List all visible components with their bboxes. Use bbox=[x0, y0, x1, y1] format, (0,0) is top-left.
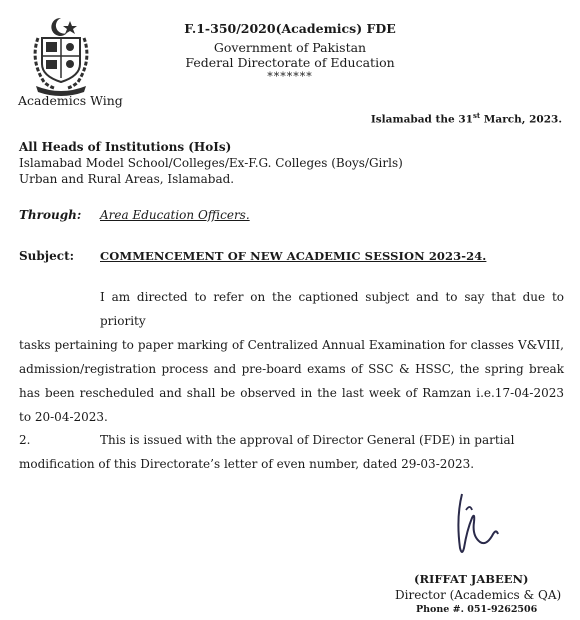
body-paragraph-1 bbox=[19, 285, 564, 429]
date-ordinal-suffix: st bbox=[472, 111, 481, 120]
department-name: Academics Wing bbox=[18, 93, 123, 108]
paragraph-2-text: modification of this Directorate’s letter of even number, dated 29-03-2023. bbox=[19, 457, 475, 471]
signatory-name: (RIFFAT JABEEN) bbox=[414, 572, 529, 586]
signatory-title: Director (Academics & QA) bbox=[395, 588, 562, 602]
directorate-name: Federal Directorate of Education bbox=[185, 55, 395, 70]
through-value: Area Education Officers. bbox=[100, 208, 250, 222]
recipient-title: All Heads of Institutions (HoIs) bbox=[19, 140, 232, 154]
pakistan-state-emblem-icon bbox=[28, 16, 94, 96]
date-prefix: Islamabad the 31 bbox=[370, 113, 473, 126]
recipient-area: Urban and Rural Areas, Islamabad. bbox=[19, 172, 235, 186]
government-name: Government of Pakistan bbox=[213, 40, 367, 55]
through-label: Through: bbox=[19, 208, 82, 222]
date-rest: March, 2023. bbox=[480, 113, 562, 126]
letter-date bbox=[371, 111, 562, 126]
paragraph-2-number: 2. bbox=[19, 433, 31, 447]
paragraph-1-first-line: I am directed to refer on the captioned subject and to say that due to priority bbox=[100, 290, 564, 328]
reference-number: F.1-350/2020(Academics) FDE bbox=[184, 21, 396, 36]
handwritten-signature-icon bbox=[440, 488, 500, 560]
subject-value: COMMENCEMENT OF NEW ACADEMIC SESSION 2023-24. bbox=[100, 249, 487, 263]
subject-label: Subject: bbox=[19, 249, 75, 263]
paragraph-2-first-line: This is issued with the approval of Director General (FDE) in partial bbox=[100, 433, 515, 447]
signatory-phone: Phone #. 051-9262506 bbox=[416, 604, 538, 615]
recipient-institutions: Islamabad Model School/Colleges/Ex-F.G. Colleges (Boys/Girls) bbox=[19, 156, 403, 170]
body-paragraph-2 bbox=[19, 428, 564, 476]
paragraph-1-text: tasks pertaining to paper marking of Centralized Annual Examination for classes V&VIII, admission/registration process and pre-board exams of SSC & HSSC, the spring break has been rescheduled and shall be observed in the last week of Ramzan i.e.17-04-2023 to 20-04-2023. bbox=[19, 338, 564, 424]
header-separator: ******* bbox=[267, 70, 313, 83]
